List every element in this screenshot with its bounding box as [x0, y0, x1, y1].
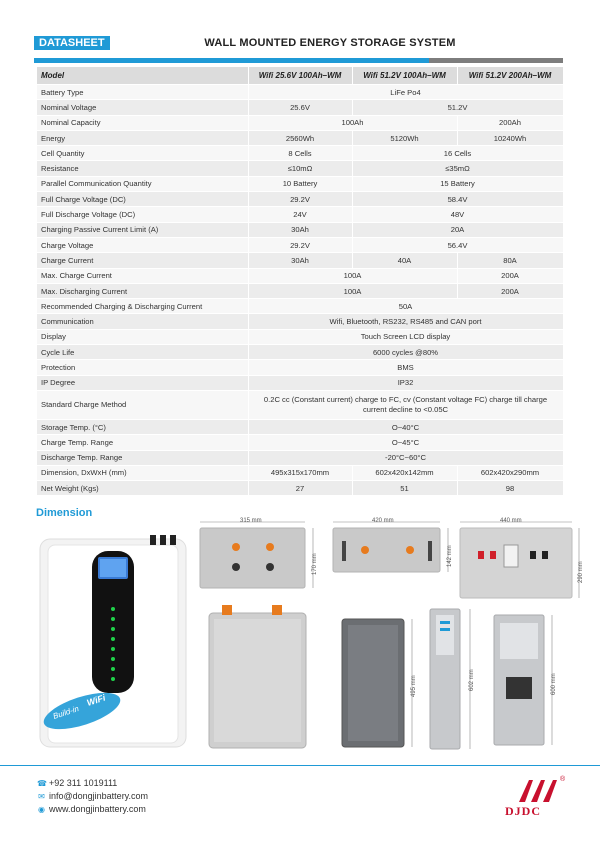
- registered-mark: ®: [560, 776, 566, 783]
- row-value: 98: [457, 481, 563, 496]
- row-value: 15 Battery: [352, 176, 563, 191]
- table-row: [37, 222, 563, 237]
- row-value: 100Ah: [248, 115, 457, 130]
- header-rule: [34, 58, 563, 63]
- row-label: Standard Charge Method: [37, 390, 248, 419]
- dimension-title: Dimension: [36, 507, 93, 519]
- row-value: 100A: [248, 283, 457, 298]
- table-header-row: [37, 67, 563, 85]
- table-row: [37, 390, 563, 419]
- row-value: 2560Wh: [248, 130, 352, 145]
- phone-icon: ☎: [37, 779, 47, 788]
- spec-table: [37, 67, 564, 496]
- row-value: 50A: [248, 299, 563, 314]
- email-text[interactable]: info@dongjinbattery.com: [49, 791, 149, 801]
- row-value: ≤10mΩ: [248, 161, 352, 176]
- row-value: 6000 cycles @80%: [248, 345, 563, 360]
- dim-290: 290 mm: [578, 561, 584, 583]
- top-view-25v: [200, 518, 318, 588]
- row-value: 24V: [248, 207, 352, 222]
- row-value: Wifi, Bluetooth, RS232, RS485 and CAN port: [248, 314, 563, 329]
- row-label: Charge Voltage: [37, 237, 248, 252]
- page-title: WALL MOUNTED ENERGY STORAGE SYSTEM: [204, 37, 456, 49]
- row-label: Nominal Voltage: [37, 100, 248, 115]
- table-row: [37, 375, 563, 390]
- row-label: Storage Temp. (°C): [37, 419, 248, 434]
- globe-icon: ◉: [38, 805, 45, 814]
- row-value: 30Ah: [248, 253, 352, 268]
- row-value: 5120Wh: [352, 130, 457, 145]
- row-label: Display: [37, 329, 248, 344]
- row-label: Net Weight (Kgs): [37, 481, 248, 496]
- dim-495: 495 mm: [411, 675, 417, 697]
- logo-mark: [515, 778, 565, 804]
- dim-142: 142 mm: [447, 545, 453, 567]
- row-value: 10240Wh: [457, 130, 563, 145]
- row-value: 27: [248, 481, 352, 496]
- row-label: Full Discharge Voltage (DC): [37, 207, 248, 222]
- table-row: [37, 100, 563, 115]
- table-row: [37, 207, 563, 222]
- header-rule-blue: [34, 58, 429, 63]
- contact-web[interactable]: [37, 804, 146, 814]
- table-row: [37, 237, 563, 252]
- header-variant: Wifi 51.2V 100Ah–WM: [352, 67, 457, 85]
- row-value: 10 Battery: [248, 176, 352, 191]
- row-value: 16 Cells: [352, 146, 563, 161]
- badge-wifi: WiFi: [85, 692, 107, 708]
- row-value: 200A: [457, 268, 563, 283]
- row-value: LiFe Po4: [248, 85, 563, 100]
- row-label: Nominal Capacity: [37, 115, 248, 130]
- row-label: Battery Type: [37, 85, 248, 100]
- logo-text: DJDC: [505, 804, 541, 818]
- dim-600: 600 mm: [551, 673, 557, 695]
- table-row: [37, 130, 563, 145]
- row-value: 100A: [248, 268, 457, 283]
- row-label: Cell Quantity: [37, 146, 248, 161]
- web-text[interactable]: www.dongjinbattery.com: [49, 804, 146, 814]
- row-label: Recommended Charging & Discharging Current: [37, 299, 248, 314]
- row-label: Energy: [37, 130, 248, 145]
- row-value: 200Ah: [457, 115, 563, 130]
- dim-440: 440 mm: [500, 518, 522, 524]
- row-value: 20A: [352, 222, 563, 237]
- page-header: [0, 30, 600, 54]
- row-label: Protection: [37, 360, 248, 375]
- row-label: Max. Discharging Current: [37, 283, 248, 298]
- dim-602: 602 mm: [469, 669, 475, 691]
- row-value: 602x420x290mm: [457, 465, 563, 480]
- table-row: [37, 435, 563, 450]
- contact-email[interactable]: [37, 791, 148, 801]
- row-value: 0.2C cc (Constant current) charge to FC, cv (Constant voltage FC) charge till charge current decline to <0.05C: [248, 390, 563, 419]
- row-label: Full Charge Voltage (DC): [37, 192, 248, 207]
- table-row: [37, 481, 563, 496]
- row-label: Dimension, DxWxH (mm): [37, 465, 248, 480]
- table-row: [37, 253, 563, 268]
- footer-rule: [0, 765, 600, 766]
- header-variant: Wifi 25.6V 100Ah–WM: [248, 67, 352, 85]
- front-view-25v: [209, 605, 306, 748]
- contact-phone: [37, 778, 117, 788]
- front-view-51v-100: [342, 619, 417, 747]
- dim-420: 420 mm: [372, 518, 394, 524]
- row-value: Touch Screen LCD display: [248, 329, 563, 344]
- row-value: BMS: [248, 360, 563, 375]
- product-illustrations: [0, 515, 600, 765]
- row-value: IP32: [248, 375, 563, 390]
- row-label: Discharge Temp. Range: [37, 450, 248, 465]
- row-value: 200A: [457, 283, 563, 298]
- table-row: [37, 192, 563, 207]
- table-row: [37, 268, 563, 283]
- row-value: O~40°C: [248, 419, 563, 434]
- table-row: [37, 450, 563, 465]
- row-value: 602x420x142mm: [352, 465, 457, 480]
- row-label: Resistance: [37, 161, 248, 176]
- row-value: 25.6V: [248, 100, 352, 115]
- row-value: 56.4V: [352, 237, 563, 252]
- row-label: Cycle Life: [37, 345, 248, 360]
- datasheet-badge: DATASHEET: [34, 36, 110, 50]
- table-row: [37, 85, 563, 100]
- table-row: [37, 299, 563, 314]
- row-label: IP Degree: [37, 375, 248, 390]
- row-value: 58.4V: [352, 192, 563, 207]
- table-row: [37, 161, 563, 176]
- top-view-51v-200: [460, 518, 584, 598]
- table-row: [37, 360, 563, 375]
- front-view-51v-200: [494, 615, 557, 745]
- row-label: Parallel Communication Quantity: [37, 176, 248, 191]
- dim-315: 315 mm: [240, 518, 262, 524]
- row-value: ≤35mΩ: [352, 161, 563, 176]
- table-row: [37, 329, 563, 344]
- table-row: [37, 345, 563, 360]
- badge-build-in: Build-in: [51, 704, 80, 721]
- row-value: 495x315x170mm: [248, 465, 352, 480]
- row-value: 40A: [352, 253, 457, 268]
- row-value: 48V: [352, 207, 563, 222]
- row-value: 51: [352, 481, 457, 496]
- row-label: Charge Temp. Range: [37, 435, 248, 450]
- mail-icon: ✉: [38, 792, 45, 801]
- table-row: [37, 115, 563, 130]
- row-value: 30Ah: [248, 222, 352, 237]
- header-rule-gray: [429, 58, 563, 63]
- row-value: -20°C~60°C: [248, 450, 563, 465]
- table-row: [37, 314, 563, 329]
- top-view-51v-100: [333, 518, 453, 572]
- row-value: 51.2V: [352, 100, 563, 115]
- table-row: [37, 283, 563, 298]
- row-value: 29.2V: [248, 192, 352, 207]
- row-value: 8 Cells: [248, 146, 352, 161]
- front-view-narrow: [430, 609, 475, 749]
- dim-170: 170 mm: [312, 553, 318, 575]
- row-label: Charge Current: [37, 253, 248, 268]
- header-model: Model: [37, 67, 248, 85]
- table-row: [37, 176, 563, 191]
- row-value: O~45°C: [248, 435, 563, 450]
- row-label: Charging Passive Current Limit (A): [37, 222, 248, 237]
- header-variant: Wifi 51.2V 200Ah–WM: [457, 67, 563, 85]
- table-row: [37, 419, 563, 434]
- row-label: Max. Charge Current: [37, 268, 248, 283]
- row-value: 80A: [457, 253, 563, 268]
- row-value: 29.2V: [248, 237, 352, 252]
- table-row: [37, 146, 563, 161]
- table-row: [37, 465, 563, 480]
- phone-text: +92 311 1019111: [49, 778, 118, 788]
- row-label: Communication: [37, 314, 248, 329]
